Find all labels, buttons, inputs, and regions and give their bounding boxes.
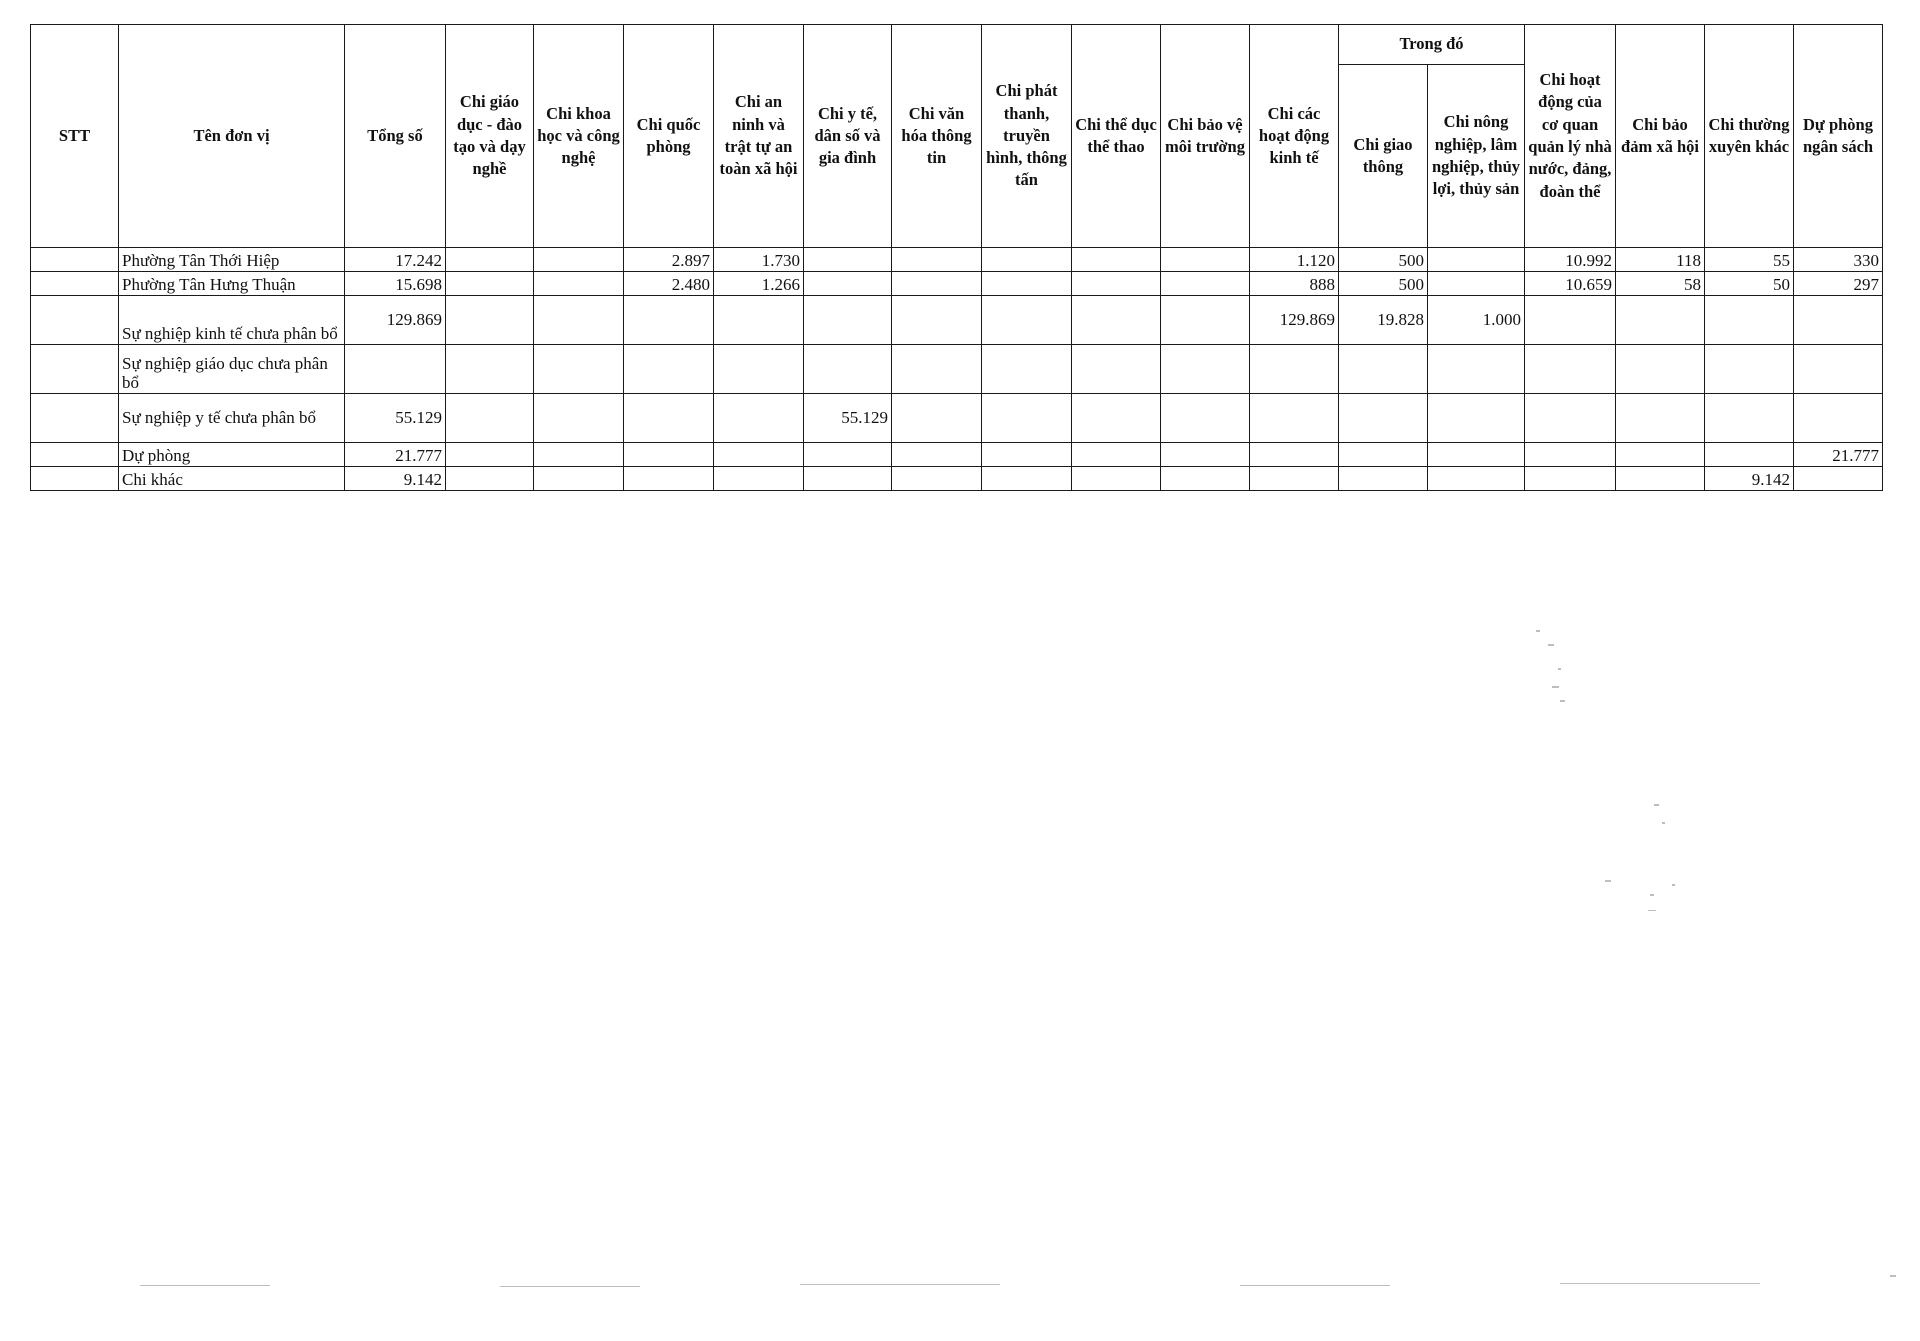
cell-dam-bao-xh	[1616, 443, 1705, 467]
cell-thuong-xuyen-khac: 55	[1705, 248, 1794, 272]
cell-kinh-te	[1250, 394, 1339, 443]
cell-giao-thong	[1339, 467, 1428, 491]
cell-an-ninh	[714, 345, 804, 394]
cell-kinh-te	[1250, 467, 1339, 491]
cell-the-duc	[1072, 272, 1161, 296]
cell-du-phong-ns	[1794, 467, 1883, 491]
cell-stt	[31, 394, 119, 443]
cell-van-hoa	[892, 394, 982, 443]
cell-tong-so: 15.698	[345, 272, 446, 296]
cell-tong-so: 9.142	[345, 467, 446, 491]
cell-an-ninh	[714, 296, 804, 345]
header-ten-don-vi: Tên đơn vị	[119, 25, 345, 248]
cell-the-duc	[1072, 248, 1161, 272]
cell-dam-bao-xh	[1616, 296, 1705, 345]
cell-dam-bao-xh: 118	[1616, 248, 1705, 272]
cell-van-hoa	[892, 345, 982, 394]
cell-du-phong-ns	[1794, 345, 1883, 394]
cell-giao-thong	[1339, 443, 1428, 467]
cell-moi-truong	[1161, 345, 1250, 394]
cell-phat-thanh	[982, 443, 1072, 467]
header-quoc-phong: Chi quốc phòng	[624, 25, 714, 248]
cell-van-hoa	[892, 467, 982, 491]
cell-kinh-te: 129.869	[1250, 296, 1339, 345]
cell-phat-thanh	[982, 296, 1072, 345]
cell-ten-don-vi: Sự nghiệp y tế chưa phân bổ	[119, 394, 345, 443]
header-du-phong-ns: Dự phòng ngân sách	[1794, 25, 1883, 248]
cell-phat-thanh	[982, 272, 1072, 296]
cell-nong-nghiep	[1428, 443, 1525, 467]
cell-nong-nghiep	[1428, 248, 1525, 272]
header-moi-truong: Chi bảo vệ môi trường	[1161, 25, 1250, 248]
cell-giao-thong: 500	[1339, 248, 1428, 272]
cell-quan-ly	[1525, 296, 1616, 345]
cell-quoc-phong: 2.480	[624, 272, 714, 296]
cell-dam-bao-xh	[1616, 345, 1705, 394]
cell-quan-ly	[1525, 345, 1616, 394]
cell-giao-duc	[446, 296, 534, 345]
cell-tong-so: 21.777	[345, 443, 446, 467]
cell-ten-don-vi: Phường Tân Thới Hiệp	[119, 248, 345, 272]
header-khoa-hoc: Chi khoa học và công nghệ	[534, 25, 624, 248]
header-giao-duc: Chi giáo dục - đào tạo và dạy nghề	[446, 25, 534, 248]
cell-moi-truong	[1161, 467, 1250, 491]
cell-quan-ly	[1525, 394, 1616, 443]
cell-giao-duc	[446, 272, 534, 296]
cell-giao-thong	[1339, 345, 1428, 394]
cell-quan-ly	[1525, 443, 1616, 467]
table-row	[31, 467, 1883, 491]
cell-du-phong-ns: 330	[1794, 248, 1883, 272]
cell-y-te: 55.129	[804, 394, 892, 443]
cell-du-phong-ns	[1794, 296, 1883, 345]
cell-du-phong-ns: 21.777	[1794, 443, 1883, 467]
cell-quoc-phong	[624, 443, 714, 467]
cell-phat-thanh	[982, 248, 1072, 272]
cell-y-te	[804, 248, 892, 272]
header-trong-do: Trong đó	[1339, 25, 1525, 65]
cell-du-phong-ns: 297	[1794, 272, 1883, 296]
cell-the-duc	[1072, 467, 1161, 491]
table-row	[31, 272, 1883, 296]
cell-thuong-xuyen-khac: 9.142	[1705, 467, 1794, 491]
cell-thuong-xuyen-khac	[1705, 443, 1794, 467]
cell-an-ninh	[714, 467, 804, 491]
cell-the-duc	[1072, 443, 1161, 467]
cell-giao-thong: 19.828	[1339, 296, 1428, 345]
header-giao-thong: Chi giao thông	[1339, 65, 1428, 248]
cell-moi-truong	[1161, 443, 1250, 467]
header-the-duc: Chi thể dục thể thao	[1072, 25, 1161, 248]
cell-stt	[31, 272, 119, 296]
table-body	[31, 248, 1883, 491]
cell-tong-so: 55.129	[345, 394, 446, 443]
cell-khoa-hoc	[534, 248, 624, 272]
cell-phat-thanh	[982, 467, 1072, 491]
cell-quoc-phong	[624, 296, 714, 345]
cell-quoc-phong: 2.897	[624, 248, 714, 272]
cell-nong-nghiep	[1428, 394, 1525, 443]
cell-nong-nghiep	[1428, 272, 1525, 296]
cell-giao-thong	[1339, 394, 1428, 443]
cell-stt	[31, 443, 119, 467]
cell-stt	[31, 467, 119, 491]
cell-dam-bao-xh	[1616, 394, 1705, 443]
cell-an-ninh: 1.266	[714, 272, 804, 296]
cell-tong-so: 17.242	[345, 248, 446, 272]
cell-ten-don-vi: Sự nghiệp kinh tế chưa phân bổ	[119, 296, 345, 345]
header-an-ninh: Chi an ninh và trật tự an toàn xã hội	[714, 25, 804, 248]
cell-khoa-hoc	[534, 345, 624, 394]
cell-the-duc	[1072, 394, 1161, 443]
header-quan-ly: Chi hoạt động của cơ quan quản lý nhà nước, đảng, đoàn thể	[1525, 25, 1616, 248]
table-row	[31, 394, 1883, 443]
cell-ten-don-vi: Phường Tân Hưng Thuận	[119, 272, 345, 296]
cell-stt	[31, 248, 119, 272]
cell-phat-thanh	[982, 345, 1072, 394]
cell-ten-don-vi: Chi khác	[119, 467, 345, 491]
cell-khoa-hoc	[534, 467, 624, 491]
table-row	[31, 248, 1883, 272]
cell-nong-nghiep	[1428, 345, 1525, 394]
cell-giao-duc	[446, 467, 534, 491]
header-van-hoa: Chi văn hóa thông tin	[892, 25, 982, 248]
cell-van-hoa	[892, 296, 982, 345]
cell-moi-truong	[1161, 248, 1250, 272]
budget-sheet	[30, 24, 1883, 491]
header-nong-nghiep: Chi nông nghiệp, lâm nghiệp, thủy lợi, thủy sản	[1428, 65, 1525, 248]
header-dam-bao-xh: Chi bảo đảm xã hội	[1616, 25, 1705, 248]
cell-giao-thong: 500	[1339, 272, 1428, 296]
cell-stt	[31, 345, 119, 394]
cell-khoa-hoc	[534, 296, 624, 345]
cell-khoa-hoc	[534, 443, 624, 467]
cell-giao-duc	[446, 443, 534, 467]
cell-thuong-xuyen-khac: 50	[1705, 272, 1794, 296]
cell-kinh-te: 1.120	[1250, 248, 1339, 272]
cell-an-ninh: 1.730	[714, 248, 804, 272]
table-row	[31, 345, 1883, 394]
cell-quan-ly: 10.659	[1525, 272, 1616, 296]
header-stt: STT	[31, 25, 119, 248]
cell-tong-so: 129.869	[345, 296, 446, 345]
cell-thuong-xuyen-khac	[1705, 296, 1794, 345]
header-thuong-xuyen-khac: Chi thường xuyên khác	[1705, 25, 1794, 248]
cell-thuong-xuyen-khac	[1705, 345, 1794, 394]
cell-quoc-phong	[624, 394, 714, 443]
header-y-te: Chi y tế, dân số và gia đình	[804, 25, 892, 248]
cell-van-hoa	[892, 272, 982, 296]
cell-y-te	[804, 443, 892, 467]
cell-khoa-hoc	[534, 272, 624, 296]
cell-giao-duc	[446, 394, 534, 443]
cell-giao-duc	[446, 345, 534, 394]
header-tong-so: Tổng số	[345, 25, 446, 248]
cell-van-hoa	[892, 443, 982, 467]
cell-the-duc	[1072, 345, 1161, 394]
cell-quan-ly: 10.992	[1525, 248, 1616, 272]
cell-nong-nghiep: 1.000	[1428, 296, 1525, 345]
cell-phat-thanh	[982, 394, 1072, 443]
cell-kinh-te	[1250, 345, 1339, 394]
cell-moi-truong	[1161, 272, 1250, 296]
cell-kinh-te	[1250, 443, 1339, 467]
cell-y-te	[804, 296, 892, 345]
cell-khoa-hoc	[534, 394, 624, 443]
cell-dam-bao-xh: 58	[1616, 272, 1705, 296]
cell-moi-truong	[1161, 296, 1250, 345]
table-row	[31, 443, 1883, 467]
cell-an-ninh	[714, 394, 804, 443]
cell-van-hoa	[892, 248, 982, 272]
cell-stt	[31, 296, 119, 345]
cell-quan-ly	[1525, 467, 1616, 491]
table-header	[31, 25, 1883, 248]
cell-ten-don-vi: Dự phòng	[119, 443, 345, 467]
cell-thuong-xuyen-khac	[1705, 394, 1794, 443]
cell-giao-duc	[446, 248, 534, 272]
cell-the-duc	[1072, 296, 1161, 345]
cell-dam-bao-xh	[1616, 467, 1705, 491]
cell-y-te	[804, 345, 892, 394]
cell-moi-truong	[1161, 394, 1250, 443]
budget-table	[30, 24, 1883, 491]
cell-du-phong-ns	[1794, 394, 1883, 443]
cell-quoc-phong	[624, 345, 714, 394]
cell-ten-don-vi: Sự nghiệp giáo dục chưa phân bổ	[119, 345, 345, 394]
cell-y-te	[804, 272, 892, 296]
cell-nong-nghiep	[1428, 467, 1525, 491]
cell-an-ninh	[714, 443, 804, 467]
table-row	[31, 296, 1883, 345]
cell-quoc-phong	[624, 467, 714, 491]
header-kinh-te: Chi các hoạt động kinh tế	[1250, 25, 1339, 248]
cell-y-te	[804, 467, 892, 491]
cell-tong-so	[345, 345, 446, 394]
header-phat-thanh: Chi phát thanh, truyền hình, thông tấn	[982, 25, 1072, 248]
cell-kinh-te: 888	[1250, 272, 1339, 296]
